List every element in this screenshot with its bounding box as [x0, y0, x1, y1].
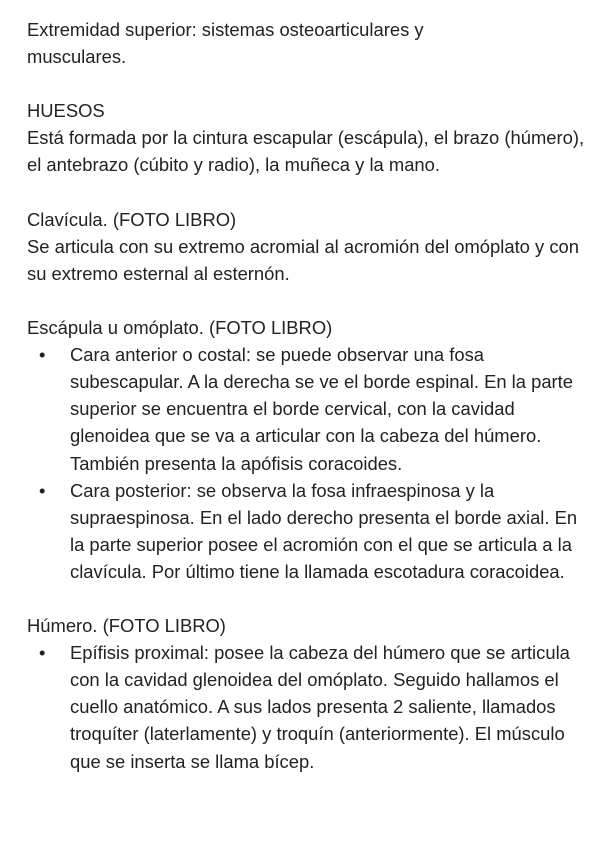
bullet-icon: •: [39, 344, 46, 366]
list-item: [27, 639, 587, 774]
section-heading: Clavícula. (FOTO LIBRO): [27, 208, 237, 230]
list-item: [27, 341, 587, 476]
bullet-icon: •: [39, 479, 46, 501]
title-line: musculares.: [27, 46, 127, 68]
spacer: [27, 287, 587, 314]
spacer: [27, 585, 587, 612]
section-heading: Escápula u omóplato. (FOTO LIBRO): [27, 317, 333, 339]
list-item-text: Cara anterior o costal: se puede observar una fosa subescapular. A la derecha se ve el borde espinal. En la parte superior se encuentra el borde cervical, con la cavidad glenoidea que se va a articular con la cabeza del húmero. También presenta la apófisis coracoides.: [70, 344, 574, 474]
spacer: [27, 70, 587, 97]
bullet-list: [27, 639, 587, 774]
bullet-icon: •: [39, 642, 46, 664]
list-item-text: Epífisis proximal: posee la cabeza del húmero que se articula con la cavidad glenoidea del omóplato. Seguido hallamos el cuello anatómico. A sus lados presenta 2 saliente, llamados troquíter (laterlamente) y troquín (anteriormente). El músculo que se inserta se llama bícep.: [70, 642, 570, 772]
section-escapula: [27, 314, 587, 585]
section-heading: Húmero. (FOTO LIBRO): [27, 615, 226, 637]
section-paragraph: Está formada por la cintura escapular (escápula), el brazo (húmero), el antebrazo (cúbito y radio), la muñeca y la mano.: [27, 127, 585, 176]
title-line: Extremidad superior: sistemas osteoarticulares y: [27, 19, 424, 40]
section-humero: [27, 612, 587, 775]
document-title: [27, 16, 587, 70]
section-huesos: [27, 97, 587, 178]
section-heading: HUESOS: [27, 100, 105, 122]
section-paragraph: Se articula con su extremo acromial al acromión del omóplato y con su extremo esternal al esternón.: [27, 235, 579, 284]
section-clavicula: [27, 206, 587, 287]
bullet-list: [27, 341, 587, 585]
list-item-text: Cara posterior: se observa la fosa infraespinosa y la supraespinosa. En el lado derecho presenta el borde axial. En la parte superior posee el acromión con el que se articula a la clavícula. Por último tiene la llamada escotadura coracoidea.: [70, 479, 578, 582]
list-item: [27, 477, 587, 585]
spacer: [27, 179, 587, 206]
